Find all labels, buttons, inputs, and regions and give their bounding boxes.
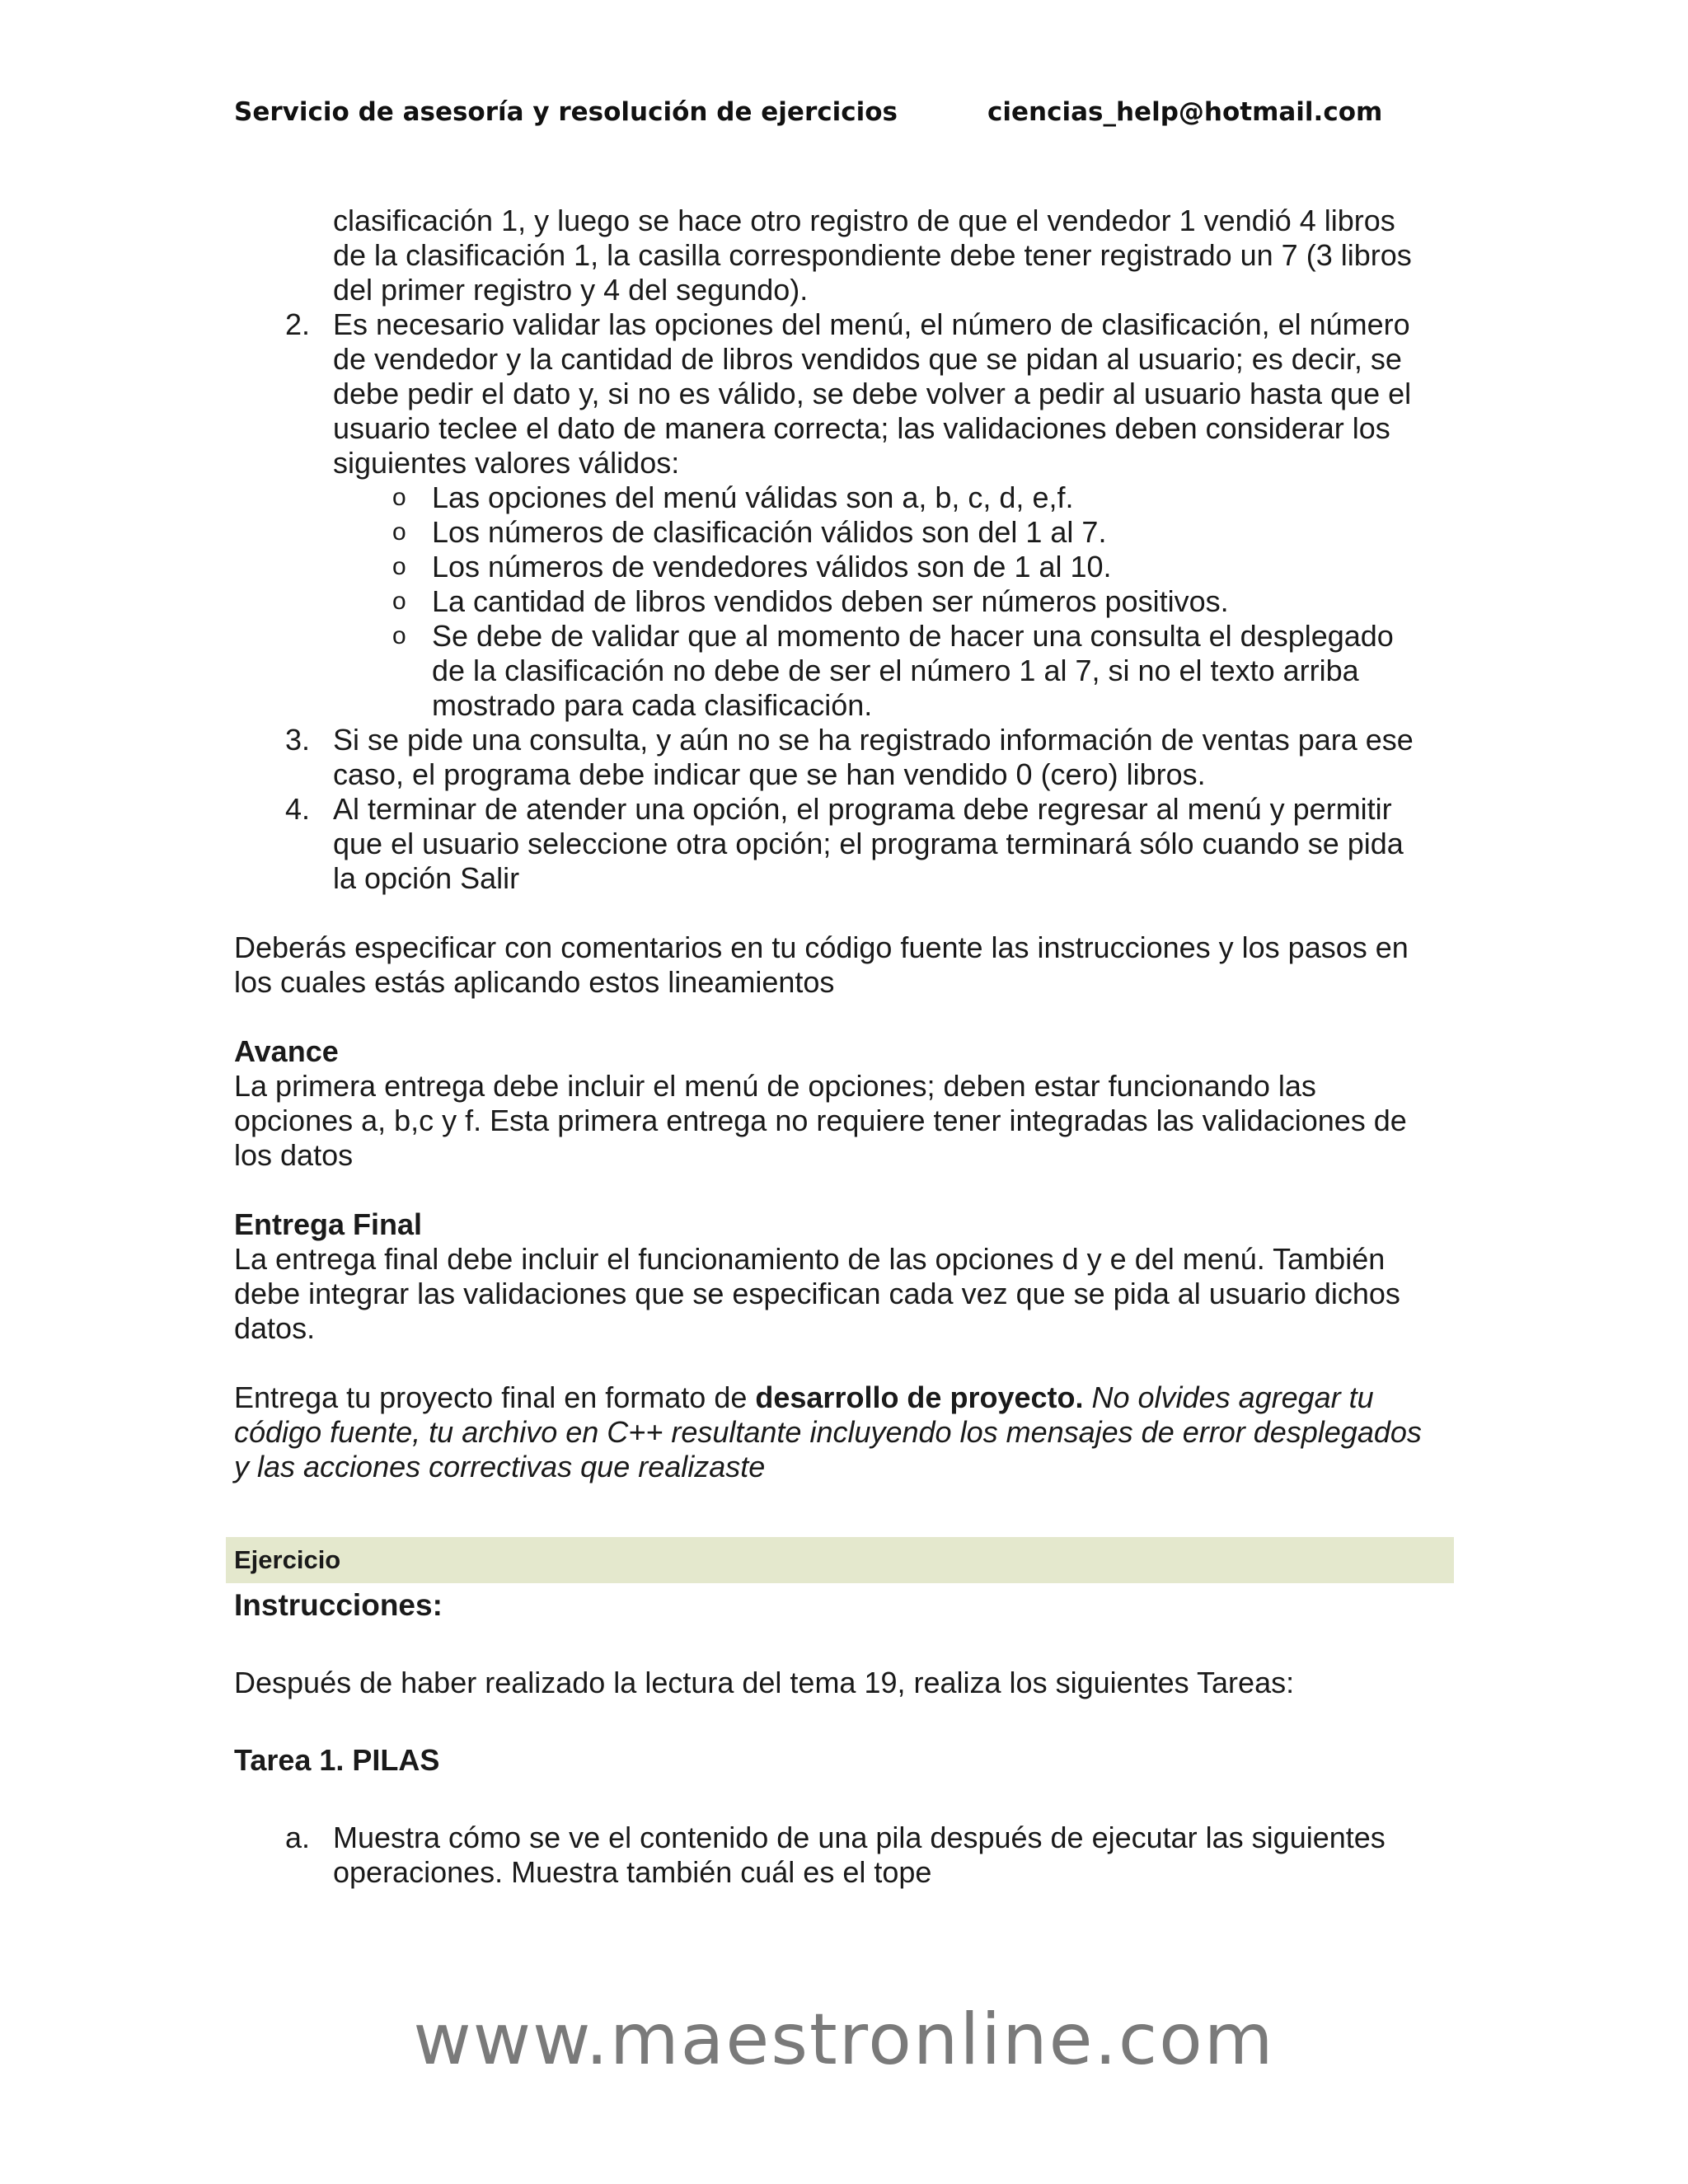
numbered-item-4 [234, 792, 1454, 896]
text-line: Si se pide una consulta, y aún no se ha registrado información de ventas para ese [333, 723, 1414, 757]
comments-paragraph [234, 930, 1454, 1000]
text-line: que el usuario seleccione otra opción; el programa terminará sólo cuando se pida [333, 827, 1404, 860]
continuation-text [234, 204, 1454, 307]
text-line: los cuales estás aplicando estos lineamientos [234, 965, 835, 999]
entrega-note-italic: código fuente, tu archivo en C++ resultante incluyendo los mensajes de error desplegados [234, 1415, 1422, 1449]
watermark-url: www.maestronline.com [413, 1999, 1275, 2081]
document-body [234, 204, 1454, 1890]
numbered-item-2 [234, 307, 1454, 480]
text-line: del primer registro y 4 del segundo). [333, 273, 809, 307]
text-line: Al terminar de atender una opción, el programa debe regresar al menú y permitir [333, 792, 1392, 826]
bullet-item [234, 480, 1454, 515]
entrega-final-paragraph [234, 1242, 1454, 1346]
text-line: Los números de clasificación válidos son del 1 al 7. [432, 515, 1107, 549]
text-line: Es necesario validar las opciones del menú, el número de clasificación, el número [333, 307, 1410, 341]
text-line: mostrado para cada clasificación. [432, 688, 873, 722]
entrega-note-italic: No olvides agregar tu [1083, 1380, 1374, 1414]
text-line: operaciones. Muestra también cuál es el tope [333, 1855, 932, 1889]
text-line: opciones a, b,c y f. Esta primera entrega no requiere tener integradas las validaciones de [234, 1104, 1407, 1137]
text-line: debe pedir el dato y, si no es válido, se debe volver a pedir al usuario hasta que el [333, 377, 1412, 410]
text-line: la opción Salir [333, 861, 520, 895]
text-line: los datos [234, 1138, 354, 1172]
item-letter: a. [284, 1821, 310, 1854]
tarea-item-a [234, 1821, 1454, 1890]
entrega-note-italic: y las acciones correctivas que realizaste [234, 1450, 766, 1483]
bullet-marker: o [392, 553, 406, 580]
text-line: La entrega final debe incluir el funcionamiento de las opciones d y e del menú. También [234, 1242, 1386, 1276]
text-line: Muestra cómo se ve el contenido de una pila después de ejecutar las siguientes [333, 1821, 1386, 1854]
bullet-item [234, 515, 1454, 550]
header-email: ciencias_help@hotmail.com [987, 97, 1383, 127]
item-number: 3. [284, 723, 310, 757]
bullet-item [234, 584, 1454, 619]
text-line: datos. [234, 1311, 316, 1345]
text-line: caso, el programa debe indicar que se han vendido 0 (cero) libros. [333, 757, 1206, 791]
bullet-item [234, 619, 1454, 723]
avance-heading: Avance [234, 1034, 339, 1068]
text-line: La cantidad de libros vendidos deben ser números positivos. [432, 584, 1229, 618]
tarea-heading: Tarea 1. PILAS [234, 1743, 440, 1777]
text-line: usuario teclee el dato de manera correcta; las validaciones deben considerar los [333, 411, 1390, 445]
avance-paragraph [234, 1069, 1454, 1173]
bullet-marker: o [392, 518, 406, 546]
bullet-marker: o [392, 484, 406, 511]
text-line: de la clasificación no debe de ser el número 1 al 7, si no el texto arriba [432, 654, 1359, 687]
text-line: clasificación 1, y luego se hace otro registro de que el vendedor 1 vendió 4 libros [333, 204, 1395, 237]
bullet-item [234, 550, 1454, 584]
text-line: de vendedor y la cantidad de libros vendidos que se pidan al usuario; es decir, se [333, 342, 1402, 376]
item-number: 2. [284, 307, 310, 341]
text-line: Los números de vendedores válidos son de 1 al 10. [432, 550, 1112, 583]
ejercicio-section-band: Ejercicio [226, 1537, 1454, 1583]
bullet-marker: o [392, 622, 406, 649]
text-line: siguientes valores válidos: [333, 446, 680, 480]
entrega-paragraph [234, 1380, 1454, 1484]
bullet-marker: o [392, 588, 406, 615]
text-line: de la clasificación 1, la casilla correspondiente debe tener registrado un 7 (3 libros [333, 238, 1412, 272]
text-line: debe integrar las validaciones que se especifican cada vez que se pida al usuario dichos [234, 1277, 1400, 1310]
text-line: Las opciones del menú válidas son a, b, c, d, e,f. [432, 480, 1074, 514]
text-line: Deberás especificar con comentarios en tu código fuente las instrucciones y los pasos en [234, 930, 1409, 964]
entrega-prefix: Entrega tu proyecto final en formato de [234, 1380, 756, 1414]
item-number: 4. [284, 792, 310, 826]
instrucciones-heading: Instrucciones: [234, 1588, 443, 1622]
instrucciones-text: Después de haber realizado la lectura del tema 19, realiza los siguientes Tareas: [234, 1666, 1295, 1699]
header-service-title: Servicio de asesoría y resolución de ejercicios [234, 97, 898, 127]
numbered-item-3 [234, 723, 1454, 792]
entrega-final-heading: Entrega Final [234, 1207, 423, 1241]
entrega-format-bold: desarrollo de proyecto. [755, 1380, 1084, 1414]
text-line: La primera entrega debe incluir el menú de opciones; deben estar funcionando las [234, 1069, 1316, 1103]
text-line: Se debe de validar que al momento de hacer una consulta el desplegado [432, 619, 1394, 653]
